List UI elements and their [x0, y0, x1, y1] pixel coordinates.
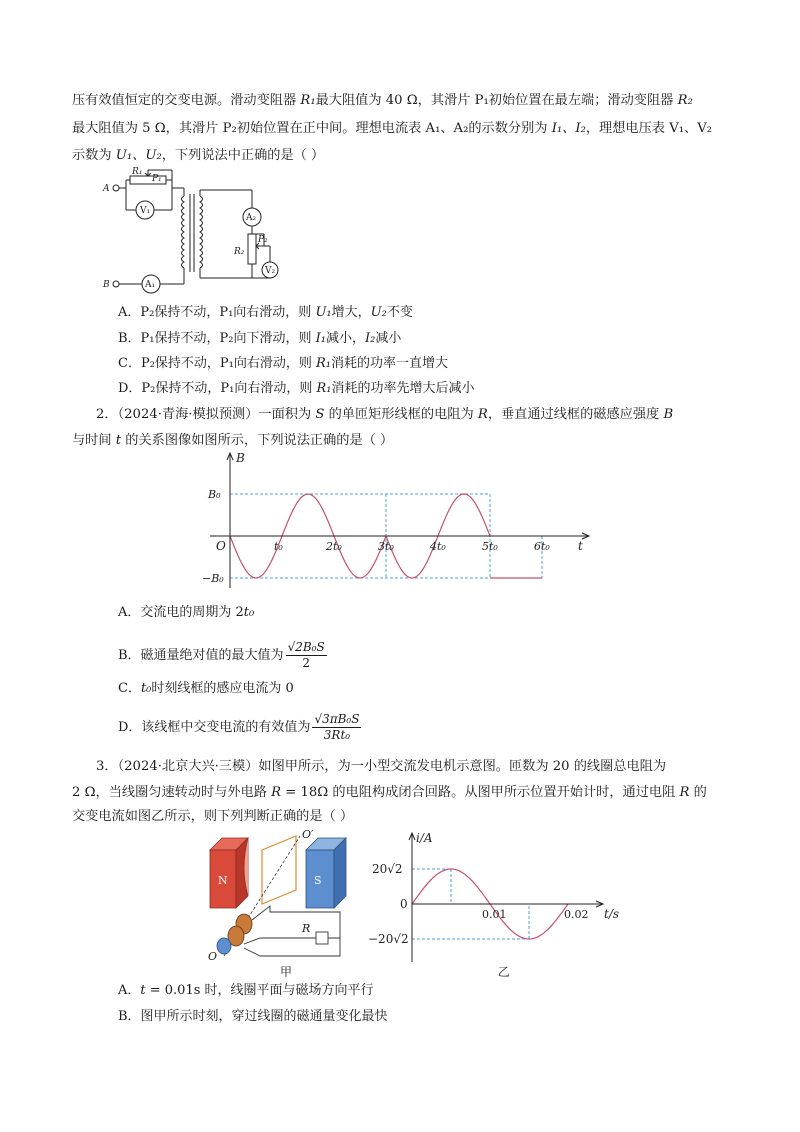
fraction-denominator: 2 [302, 656, 310, 670]
q2-text: 2．（2024·青海·模拟预测）一面积为 [96, 407, 316, 422]
opt-var: R₁ [316, 381, 332, 396]
opt-text: B．图甲所示时刻，穿过线圈的磁通量变化最快 [118, 1009, 388, 1024]
label-r1: R₁ [132, 167, 143, 177]
q2-labels [202, 451, 583, 585]
wire-bottom [244, 938, 316, 944]
q1-var-u: U₁、U₂ [115, 148, 162, 163]
q2-option-d-fraction [312, 712, 361, 743]
opt-text: B．磁通量绝对值的最大值为 [118, 648, 284, 663]
q3-text: = 18Ω 的电阻构成闭合回路。从图甲所示位置开始计时，通过电阻 [281, 785, 680, 800]
q3-text: 交变电流如图乙所示，则下列判断正确的是（ ） [72, 809, 354, 824]
opt-text: C． [118, 681, 141, 696]
q2-text: 与时间 [72, 433, 116, 448]
y-tick-label: 20√2 [372, 862, 403, 876]
opt-var: U₂ [370, 305, 387, 320]
q1-text: ，理想电压表 V₁、V₂ [585, 121, 712, 136]
label-o: O [208, 950, 218, 963]
label-terminal-a: A [103, 184, 110, 194]
q1-option-c[interactable] [118, 355, 448, 373]
opt-text: 减小， [325, 331, 365, 346]
q1-option-d[interactable] [118, 380, 475, 398]
opt-text: 消耗的功率先增大后减小 [331, 381, 475, 396]
opt-text: = 0.01s 时，线圈平面与磁场方向平行 [145, 983, 374, 998]
x-tick-label: 5t₀ [482, 540, 498, 553]
q3-stem-line-2 [72, 784, 707, 802]
x-axis-label: t [578, 539, 583, 553]
q1-text: 示数为 [72, 148, 116, 163]
label-terminal-b: B [103, 280, 110, 290]
q1-var-i: I₁、I₂ [551, 121, 586, 136]
label-a2: A₂ [246, 213, 257, 223]
q1-circuit-diagram [100, 166, 300, 298]
y-tick-label: −20√2 [368, 932, 409, 946]
label-n: N [218, 874, 228, 887]
q2-option-a[interactable] [118, 604, 254, 622]
resistor-r [316, 932, 328, 944]
q2-text: 的关系图像如图所示，下列说法正确的是（ ） [121, 433, 394, 448]
fraction-numerator: √3πB₀S [314, 712, 360, 726]
s-magnet-side [334, 838, 346, 908]
q3-labels [368, 831, 619, 979]
opt-text: A． [118, 983, 141, 998]
q3-axes [409, 833, 603, 962]
y-axis-label: B [236, 451, 245, 465]
opt-var: U₁ [315, 305, 332, 320]
x-tick-label: 0.01 [482, 908, 507, 921]
q1-stem-line-1 [72, 92, 693, 110]
label-p2: P₂ [258, 235, 268, 245]
opt-var: R₁ [316, 356, 331, 371]
q3-option-a[interactable] [118, 982, 374, 1000]
opt-text: A．交流电的周期为 2 [118, 605, 244, 620]
label-a1: A₁ [145, 280, 156, 290]
y-tick-label: B₀ [208, 488, 221, 501]
opt-text: 时刻线框的感应电流为 0 [151, 681, 294, 696]
q3-text: 的 [689, 785, 707, 800]
fraction-numerator: √2B₀S [287, 640, 325, 654]
fraction-denominator: 3Rt₀ [323, 728, 351, 742]
x-tick-label: 6t₀ [534, 540, 550, 553]
q2-var: S [315, 407, 325, 422]
q2-option-b-fraction [286, 640, 327, 671]
opt-text: 增大， [331, 305, 371, 320]
q3-current-chart [370, 830, 640, 980]
opt-text: D．该线框中交变电流的有效值为 [118, 720, 311, 735]
label-r: R [302, 922, 311, 935]
q1-text: ，下列说法中正确的是（ ） [161, 148, 325, 163]
opt-var: I₁ [315, 331, 326, 346]
caption-yi: 乙 [497, 965, 510, 979]
terminal-a [113, 185, 119, 191]
q3-text: 3．（2024·北京大兴·三模）如图甲所示，为一小型交流发电机示意图。匝数为 20 的线圈总电阻为 [96, 759, 667, 774]
q3-var: R [679, 785, 690, 800]
opt-var: t [140, 983, 146, 998]
q1-text: 最大阻值为 40 Ω，其滑片 P₁初始位置在最左端；滑动变阻器 [315, 93, 678, 108]
x-tick-label: t₀ [274, 540, 283, 553]
q1-option-b[interactable] [118, 330, 401, 348]
x-axis-label: t/s [604, 907, 620, 921]
x-tick-label: 4t₀ [430, 540, 446, 553]
q1-var-r2: R₂ [677, 93, 693, 108]
q3-var: R [271, 785, 282, 800]
q3-stem-line-1 [96, 758, 666, 776]
q2-var: B [663, 407, 674, 422]
q1-text: 最大阻值为 5 Ω，其滑片 P₂初始位置在正中间。理想电流表 A₁、A₂的示数分别为 [72, 121, 552, 136]
q2-text: 的单匝矩形线框的电阻为 [324, 407, 478, 422]
opt-text: A．P₂保持不动，P₁向右滑动，则 [118, 305, 316, 320]
opt-text: C．P₂保持不动，P₁向右滑动，则 [118, 356, 316, 371]
q1-text: 压有效值恒定的交变电源。滑动变阻器 [72, 93, 301, 108]
q3-generator-figure [200, 828, 360, 978]
opt-text: 减小 [375, 331, 402, 346]
q2-option-b[interactable] [118, 640, 329, 671]
q2-var: t [115, 433, 122, 448]
x-tick-label: 0.02 [564, 908, 589, 921]
opt-text: 消耗的功率一直增大 [331, 356, 449, 371]
resistor-r2 [248, 234, 256, 264]
caption-jia: 甲 [280, 965, 293, 979]
opt-var: t₀ [243, 605, 255, 620]
q1-stem-line-2 [72, 120, 712, 138]
brush [217, 938, 231, 954]
opt-var: I₂ [364, 331, 376, 346]
origin-label: O [216, 539, 226, 553]
y-tick-label: −B₀ [202, 572, 224, 585]
opt-text: 不变 [386, 305, 413, 320]
label-o-prime: O′ [302, 828, 314, 841]
label-v2: V₂ [265, 266, 276, 276]
label-s: S [314, 874, 322, 887]
q1-stem-line-3 [72, 147, 324, 165]
y-axis-label: i/A [416, 831, 433, 845]
q1-option-a[interactable] [118, 304, 413, 322]
q2-option-d[interactable] [118, 712, 363, 743]
q2-b-t-chart [200, 450, 600, 590]
q3-option-b[interactable] [118, 1008, 388, 1026]
coil-frame [262, 836, 296, 904]
opt-var: t₀ [140, 681, 152, 696]
opt-text: B．P₁保持不动，P₂向下滑动，则 [118, 331, 316, 346]
opt-text: D．P₂保持不动，P₁向右滑动，则 [118, 381, 317, 396]
primary-coil [182, 196, 185, 268]
q2-stem-line-1 [96, 406, 673, 424]
q3-text: 2 Ω，当线圈匀速转动时与外电路 [72, 785, 272, 800]
label-r2: R₂ [234, 247, 245, 257]
q2-stem-line-2 [72, 432, 393, 450]
label-p1: P₁ [152, 174, 162, 184]
origin-label: 0 [400, 897, 408, 911]
x-tick-label: 3t₀ [378, 540, 394, 553]
terminal-b [113, 281, 119, 287]
label-v1: V₁ [140, 206, 151, 216]
q2-var: R [477, 407, 488, 422]
q1-var-r1: R₁ [300, 93, 316, 108]
q2-text: ，垂直通过线框的磁感应强度 [487, 407, 664, 422]
secondary-coil [200, 196, 203, 268]
q2-option-c[interactable] [118, 680, 294, 698]
q3-stem-line-3 [72, 808, 353, 826]
x-tick-label: 2t₀ [326, 540, 342, 553]
